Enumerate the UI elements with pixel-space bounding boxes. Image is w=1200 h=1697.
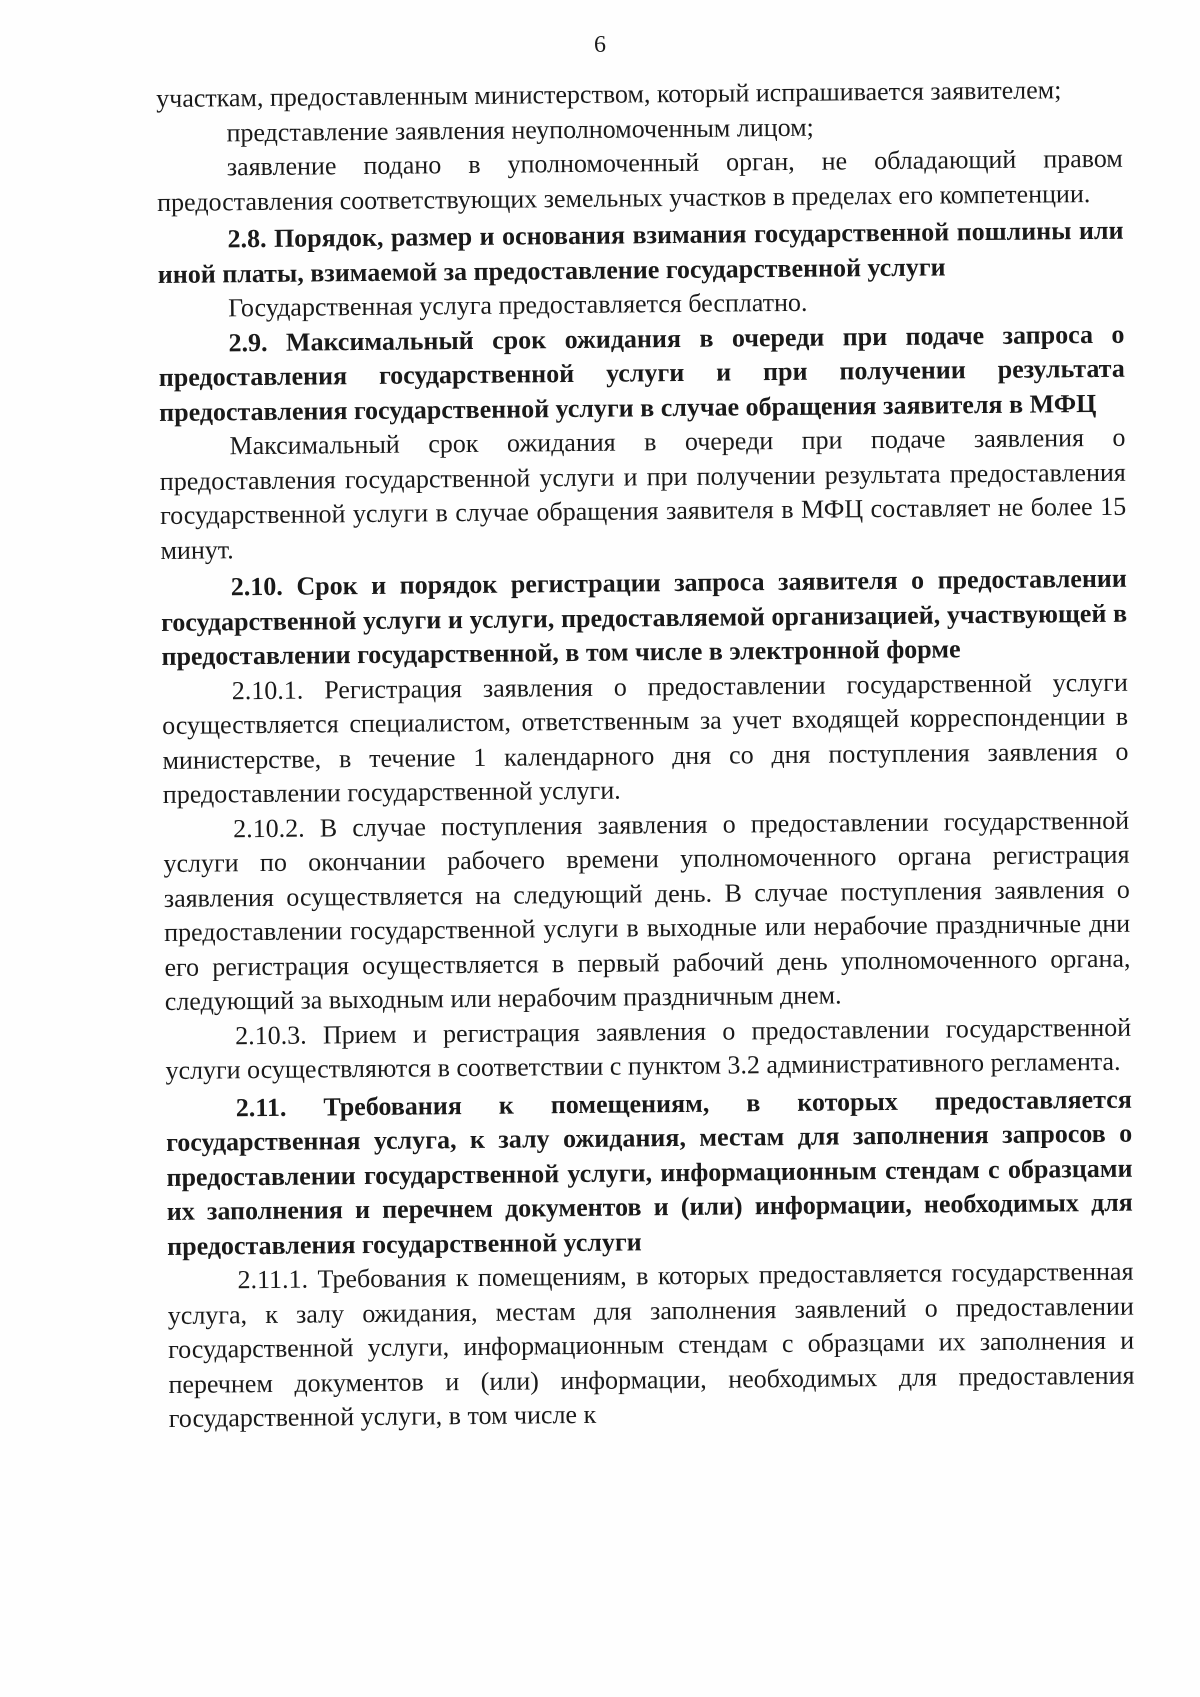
section-heading-2-10: 2.10. Срок и порядок регистрации запроса заявителя о предоставлении государственной услуги и услуги, предоставляемой организацией, участвующей в предоставлении государственной, в том числе в электронной форме [161, 563, 1128, 671]
paragraph-free-of-charge: Государственная услуга предоставляется бесплатно. [228, 287, 808, 323]
paragraph-2-11-1: 2.11.1. Требования к помещениям, в которых предоставляется государственная услуга, к залу ожидания, местам для заполнения заявлений о предоставлении государственной услуги, информационным стендам с образцами их заполнения и перечнем документов и (или) информации, необходимых для предоставления государственной услуги, в том числе к [167, 1256, 1135, 1433]
paragraph-wrong-authority: заявление подано в уполномоченный орган, не обладающий правом предоставления соответствующих земельных участков в пределах его компетенции. [157, 143, 1123, 217]
paragraph-unauthorized-person: представление заявления неуполномоченным лицом; [226, 112, 814, 147]
section-heading-2-11: 2.11. Требования к помещениям, в которых предоставляется государственная услуга, к залу ожидания, местам для заполнения запросов о предоставлении государственной услуги, информационным стендам с образцами их заполнения и перечнем документов и (или) информации, необходимых для предоставления государственной услуги [166, 1084, 1133, 1261]
section-heading-2-8: 2.8. Порядок, размер и основания взимания государственной пошлины или иной платы, взимаемой за предоставление государственной услуги [157, 215, 1124, 289]
paragraph-2-10-1: 2.10.1. Регистрация заявления о предоставлении государственной услуги осуществляется специалистом, ответственным за учет входящей корреспонденции в министерстве, в течение 1 календарного дня со дня поступления заявления о предоставлении государственной услуги. [162, 667, 1129, 809]
paragraph-2-10-2: 2.10.2. В случае поступления заявления о предоставлении государственной услуги по окончании рабочего времени уполномоченного органа регистрация заявления осуществляется на следующий день. В случае поступления заявления о предоставлении государственной услуги в выходные или нерабочие праздничные дни его регистрация осуществляется в первый рабочий день уполномоченного органа, следующий за выходным или нерабочим праздничным днем. [163, 805, 1131, 1016]
document-body [156, 73, 1135, 1437]
paragraph-continuation: участкам, предоставленным министерством, который испрашивается заявителем; [156, 75, 1062, 113]
page-number: 6 [594, 32, 606, 58]
paragraph-waiting-time: Максимальный срок ожидания в очереди при подаче заявления о предоставления государственной услуги и при получении результата предоставления государственной услуги в случае обращения заявителя в МФЦ составляет не более 15 минут. [159, 422, 1127, 565]
section-heading-2-9: 2.9. Максимальный срок ожидания в очереди при подаче запроса о предоставления государственной услуги и при получении результата предоставления государственной услуги в случае обращения заявителя в МФЦ [158, 319, 1125, 427]
paragraph-2-10-3: 2.10.3. Прием и регистрация заявления о предоставлении государственной услуги осуществляются в соответствии с пунктом 3.2 административного регламента. [165, 1012, 1132, 1085]
